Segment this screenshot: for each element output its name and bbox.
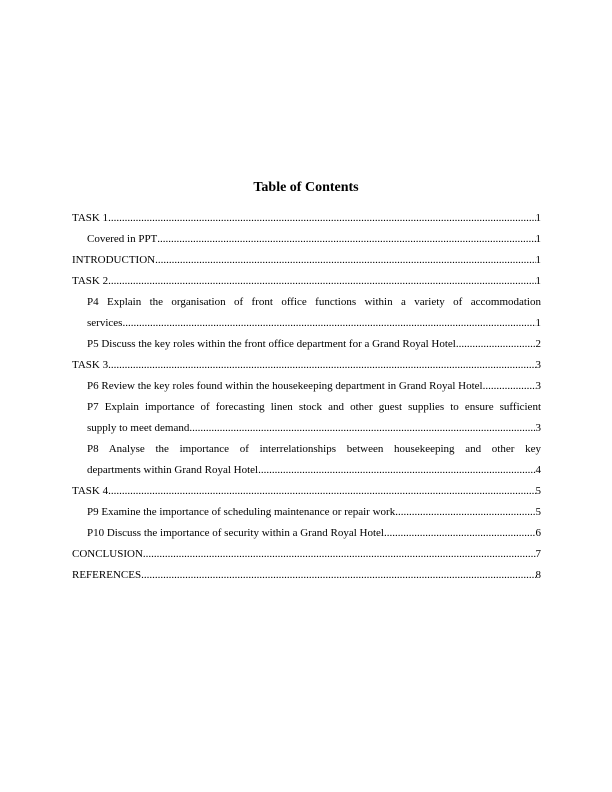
toc-page-number: 1: [535, 317, 541, 329]
toc-page-number: 1: [535, 212, 541, 224]
table-of-contents: [72, 208, 541, 586]
dot-leader: [189, 418, 535, 439]
toc-entry-label: CONCLUSION: [72, 548, 143, 560]
dot-leader: [108, 208, 535, 229]
dot-leader: [384, 523, 536, 544]
dot-leader: [483, 376, 536, 397]
toc-entry-label: INTRODUCTION: [72, 254, 156, 266]
toc-entry-p7-line1[interactable]: [72, 397, 541, 418]
toc-entry-p7-line2[interactable]: [72, 418, 541, 439]
toc-page-number: 3: [535, 422, 541, 434]
toc-entry-p8-line2[interactable]: [72, 460, 541, 481]
toc-entry-label: departments within Grand Royal Hotel: [87, 464, 259, 476]
dot-leader: [155, 250, 535, 271]
toc-page-number: 1: [535, 233, 541, 245]
toc-page-number: 4: [535, 464, 541, 476]
toc-entry-covered-in-ppt[interactable]: [72, 229, 541, 250]
toc-entry-task-2[interactable]: [72, 271, 541, 292]
toc-entry-p5[interactable]: [72, 334, 541, 355]
dot-leader: [157, 229, 535, 250]
toc-entry-label: TASK 2: [72, 275, 109, 287]
toc-entry-p8-line1[interactable]: [72, 439, 541, 460]
dot-leader: [108, 355, 535, 376]
toc-entry-label: P8 Analyse the importance of interrelationships between housekeeping and other key: [87, 443, 541, 455]
toc-entry-label: services: [87, 317, 123, 329]
dot-leader: [456, 334, 536, 355]
toc-entry-label: P7 Explain importance of forecasting linen stock and other guest supplies to ensure sufficient: [87, 401, 541, 413]
dot-leader: [122, 313, 535, 334]
toc-page-number: 1: [535, 275, 541, 287]
toc-entry-label: REFERENCES: [72, 569, 142, 581]
toc-entry-label: TASK 1: [72, 212, 109, 224]
dot-leader: [141, 565, 535, 586]
toc-entry-p4-line2[interactable]: [72, 313, 541, 334]
toc-entry-task-4[interactable]: [72, 481, 541, 502]
toc-entry-label: P5 Discuss the key roles within the front office department for a Grand Royal Hotel: [87, 338, 456, 350]
toc-entry-task-3[interactable]: [72, 355, 541, 376]
toc-entry-task-1[interactable]: [72, 208, 541, 229]
toc-page-number: 3: [535, 359, 541, 371]
toc-page-number: 7: [535, 548, 541, 560]
toc-page-number: 5: [535, 485, 541, 497]
toc-entry-p10[interactable]: [72, 523, 541, 544]
dot-leader: [108, 271, 535, 292]
toc-entry-label: Covered in PPT: [87, 233, 158, 245]
dot-leader: [395, 502, 535, 523]
toc-entry-label: P9 Examine the importance of scheduling maintenance or repair work: [87, 506, 396, 518]
toc-page-number: 1: [535, 254, 541, 266]
toc-entry-label: TASK 4: [72, 485, 109, 497]
toc-entry-introduction[interactable]: [72, 250, 541, 271]
toc-page-number: 3: [535, 380, 541, 392]
toc-page-number: 5: [535, 506, 541, 518]
dot-leader: [258, 460, 535, 481]
toc-entry-conclusion[interactable]: [72, 544, 541, 565]
toc-entry-label: P4 Explain the organisation of front office functions within a variety of accommodation: [87, 296, 541, 308]
toc-title: Table of Contents: [253, 180, 359, 195]
toc-entry-label: TASK 3: [72, 359, 109, 371]
dot-leader: [143, 544, 536, 565]
dot-leader: [108, 481, 535, 502]
toc-entry-p6[interactable]: [72, 376, 541, 397]
toc-page-number: 2: [535, 338, 541, 350]
toc-page-number: 6: [535, 527, 541, 539]
toc-entry-p4-line1[interactable]: [72, 292, 541, 313]
toc-entry-label: supply to meet demand: [87, 422, 190, 434]
toc-page-number: 8: [535, 569, 541, 581]
toc-entry-label: P10 Discuss the importance of security within a Grand Royal Hotel: [87, 527, 384, 539]
toc-entry-p9[interactable]: [72, 502, 541, 523]
toc-entry-label: P6 Review the key roles found within the housekeeping department in Grand Royal Hotel: [87, 380, 483, 392]
toc-entry-references[interactable]: [72, 565, 541, 586]
